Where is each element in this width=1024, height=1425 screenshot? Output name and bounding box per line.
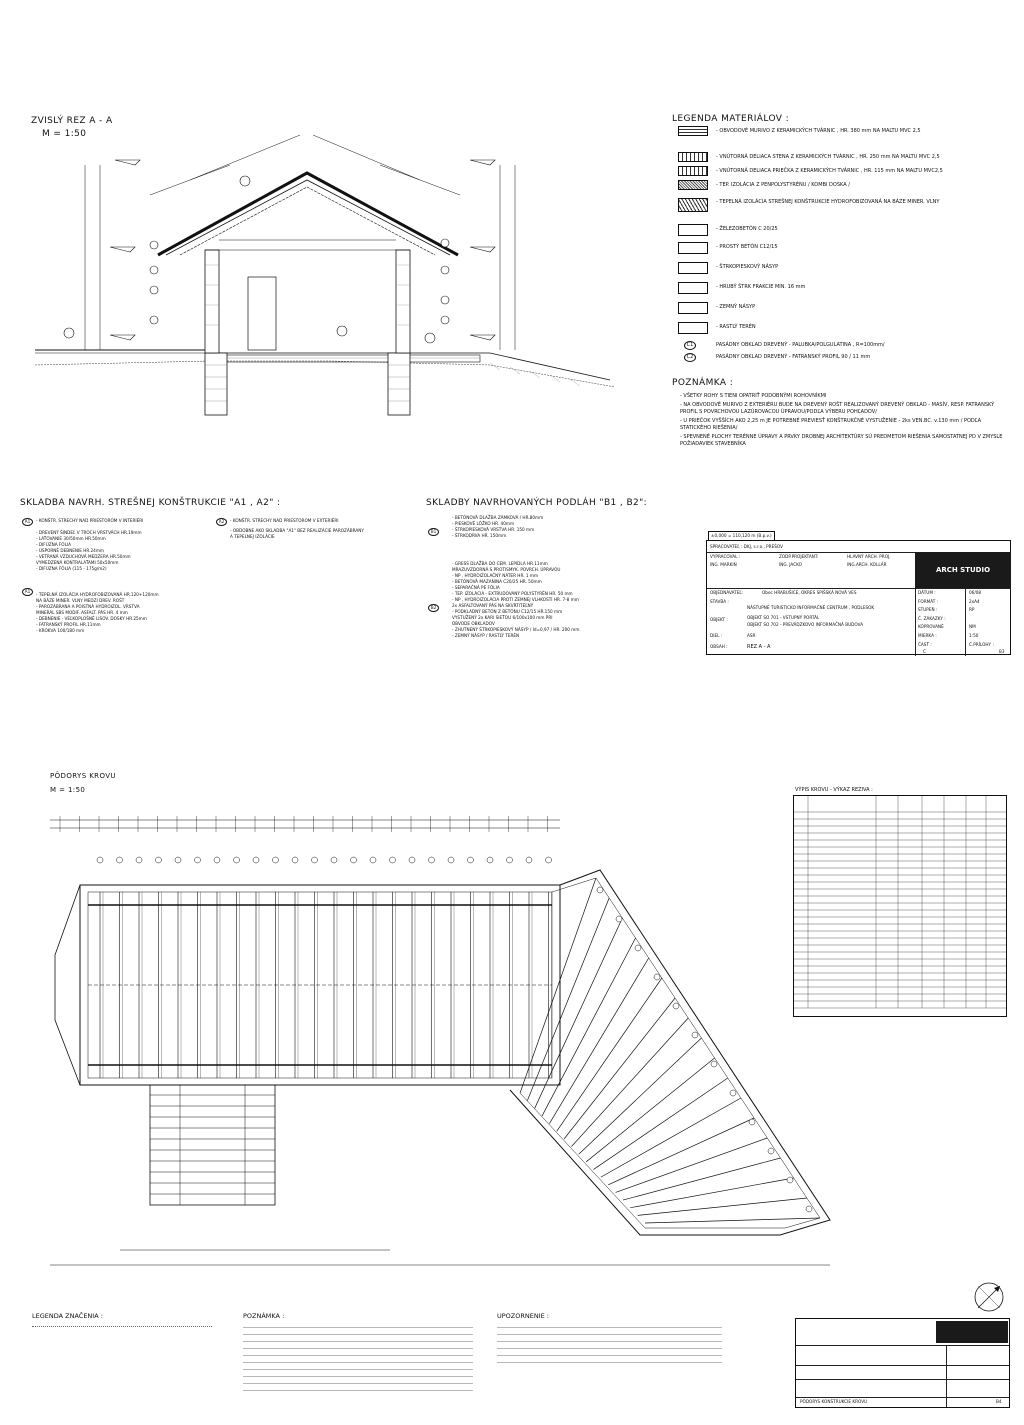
floor-b1-item: - BETÓNOVÁ DLAŽBA ZÁMKOVÁ / HR.80mm <box>452 515 544 520</box>
note-title: POZNÁMKA : <box>672 378 734 388</box>
roof-a2-item: A TEPELNEJ IZOLÁCIE <box>230 534 275 539</box>
roof-a1-item: - DIFÚZNA FÓLIA <box>36 542 72 547</box>
tb-cislo-label: Č. ZÁKAZKY : <box>918 616 946 621</box>
profile-c1-badge: C1 <box>684 341 696 350</box>
floor-b2-item: 2x ASFALTOVANÝ PÁS NA SKVRTITEĽNÝ <box>452 603 534 608</box>
tb-kontrola-label: KÓPROVANÉ <box>918 624 944 629</box>
tb-mierka: 1:50 <box>969 633 979 638</box>
floor-b2-item: - SEPARAČNÁ PE FÓLIA <box>452 585 500 590</box>
legend-materials-list <box>678 126 1008 366</box>
tb-resp-label: ZODP.PROJEKTANT: <box>779 554 819 559</box>
legend-item-9: - HRUBÝ ŠTRK FRAKCIE MIN. 16 mm <box>716 284 806 290</box>
tb-objekt-label: OBJEKT : <box>710 617 728 622</box>
north-arrow-icon <box>972 1280 1006 1314</box>
tb-bottom-priloha: B4 <box>996 1399 1002 1404</box>
title-block-bottom <box>795 1318 1010 1408</box>
roof-a2-item: - KONŠTR. STRECHY NAD PRIESTOROM V EXTERIÉRI <box>230 518 339 523</box>
profile-c2-text: PASÁDNY OBKLAD DREVENÝ - FATRANSKÝ PROFIL 90 / 11 mm <box>716 354 871 360</box>
tb-objekt2: OBJEKT SO 702 - PREVÁDZKOVO INFORMAČNÁ BUDOVA <box>747 622 864 627</box>
roof-a2-item: - OBDOBNE AKO SKLADBA "A1" BEZ REALIZÁCIE PAROZÁBRANY <box>230 528 364 533</box>
note-item-1: - VŠETKY ROHY S TIENI OPATRIŤ PODOBNÝMI ROHOVNÍKMI <box>680 393 827 399</box>
roof-a1-item: - ÚSPORNÉ DEBNENIE HR.24mm <box>36 548 104 553</box>
section-scale: M = 1:50 <box>42 129 87 139</box>
roof-a1-item: - DREVENÝ ŠINDEĽ V TROCH VRSTVÁCH HR.19mm <box>36 530 142 535</box>
floor-b2-badge: B2 <box>428 604 439 612</box>
legend-item-2: - VNÚTORNÁ DELIACA STENA Z KERAMICKÝCH TVÁRNIC , HR. 250 mm NA MALTU MVC 2,5 <box>716 154 940 160</box>
roof-a1-item: - LAŤOVANIE 30/50mm HR.50mm <box>36 536 106 541</box>
tb-stavba: NÁSTUPNÉ TURISTICKO INFORMAČNÉ CENTRUM , PODLESOK <box>747 605 875 610</box>
roof-a1b-list <box>36 592 159 634</box>
roof-a1b-badge: A1 <box>22 588 33 596</box>
title-block-top <box>706 540 1011 655</box>
legend-item-6: - ŽELEZOBETÓN C 20/25 <box>716 226 778 232</box>
tb-date: 06/08 <box>969 590 982 595</box>
tb-designed-by: ING. MARKIN <box>710 562 737 567</box>
tb-kontrola: NM <box>969 624 976 629</box>
legend-swatch-6 <box>678 224 708 236</box>
legend-swatch-8 <box>678 262 708 274</box>
studio-logo: ARCH STUDIO <box>915 552 1011 588</box>
roof-a1-item: - DIFÚZNA FÓLIA (115 - 175g/m2) <box>36 566 107 571</box>
roof-a2-list <box>230 518 364 540</box>
tb-stage-label: STUPEŇ : <box>918 607 938 612</box>
bottom-note-text <box>243 1323 473 1393</box>
floor-b2-item: MRAZUVZDORNÁ S PROTISMYK. POVRCH. ÚPRAVOU <box>452 567 561 572</box>
note-item-3: - U PRIEČOK VYŠŠÍCH AKO 2,25 m JE POTREBNÉ PREVIESŤ KONŠTRUKČNÉ VYSTUŽENIE - 2ks VEN.BC. v.130 mm / PODĽA STATICKÉHO RIEŠENIA/ <box>680 418 982 431</box>
floor-b2-item: - PODKLADNÝ BETÓN Z BETÓNU C12/15 HR.150 mm <box>452 609 563 614</box>
tb-date-label: DÁTUM : <box>918 590 936 595</box>
legend-item-10: - ZEMNÝ NÁSYP <box>716 304 756 310</box>
tb-objekt1: OBJEKT SO 701 - VSTUPNÝ PORTÁL <box>747 615 820 620</box>
tb-designed-label: VYPRACOVAL : <box>710 554 741 559</box>
tb-cast: C <box>923 649 926 654</box>
tb-chief-label: HLAVNÝ ARCH. PROJ. <box>847 554 891 559</box>
note-item-4: - SPEVNENÉ PLOCHY TERÉNNE ÚPRAVY A PRVKY DROBNEJ ARCHITEKTÚRY SÚ PREDMETOM RIEŠENIA SAMOSTATNEJ PD V ZMYSLE POŽIADAVIEK STAVEBNÍKA <box>680 434 1003 447</box>
legend-item-5: - TEPELNÁ IZOLÁCIA STREŠNEJ KONŠTRUKCIE HYDROFOBIZOVANÁ NA BÁZE MINER. VLNY <box>716 199 940 205</box>
tb-diel: ASR <box>747 633 756 638</box>
legend-item-3: - VNÚTORNÁ DELIACA PRIEČKA Z KERAMICKÝCH TVÁRNIC , HR. 115 mm NA MALTU MVC2,5 <box>716 168 943 174</box>
tb-stavba-label: STAVBA : <box>710 599 729 604</box>
tb-obsah: REZ A - A <box>747 644 771 650</box>
legend-item-8: - ŠTRKOPIESKOVÝ NÁSYP <box>716 264 779 270</box>
roof-a1b-item: - KROKVA 100/180 mm <box>36 628 85 633</box>
floor-b1-item: - ŠTRKODRVA HR. 150mm <box>452 533 507 538</box>
tb-stage: RP <box>969 607 975 612</box>
roof-a1b-item: - TEPELNÁ IZOLÁCIA HYDROFOBIZOVANÁ HR.120+120mm <box>36 592 159 597</box>
tb-priloha: B3 <box>999 649 1005 654</box>
bottom-warning-text <box>497 1323 722 1363</box>
roof-a1b-item: - PAROZÁBRANA A POISTNÁ HYDROIZOL. VRSTVA <box>36 604 140 609</box>
tb-processor: SPRACOVATEĽ : DKJ, s.r.o., PREŠOV <box>710 544 783 549</box>
roof-a1-badge: A1 <box>22 518 33 526</box>
tb-priloha-label: Č.PRÍLOHY : <box>969 642 994 647</box>
floor-b1-item: - PIESKOVÉ LÔŽKO HR. 40mm <box>452 521 515 526</box>
floor-b2-item: VYSTUŽENÝ 2x KARI SIEŤOU 6/100x100 mm PRI <box>452 615 553 620</box>
roof-plan-drawing <box>40 810 840 1280</box>
tb-diel-label: DIEL : <box>710 633 723 638</box>
note-list <box>680 393 1010 448</box>
plan-scale: M = 1:50 <box>50 786 86 794</box>
legend-swatch-10 <box>678 302 708 314</box>
roof-a1-item: - VETRANÁ VZDUCHOVÁ MEDZERA HR.50mm <box>36 554 131 559</box>
legend-swatch-2 <box>678 152 708 162</box>
roof-layers-title: SKLADBA NAVRH. STREŠNEJ KONŠTRUKCIE "A1 , A2" : <box>20 498 281 508</box>
roof-a1-item: - KONŠTR. STRECHY NAD PRIESTOROM V INTERIÉRI <box>36 518 144 523</box>
height-reference: ±0,000 = 110,120 m (B.p.v.) <box>708 531 775 541</box>
legend-materials-title: LEGENDA MATERIÁLOV : <box>672 114 790 124</box>
tb-cast-label: ČASŤ : <box>918 642 932 647</box>
legend-item-7: - PROSTÝ BETÓN C12/15 <box>716 244 778 250</box>
legend-item-11: - RASTLÝ TERÉN <box>716 324 756 330</box>
tb-mierka-label: MIERKA : <box>918 633 937 638</box>
plan-title: PÔDORYS KROVU <box>50 772 116 780</box>
profile-c2-badge: C2 <box>684 353 696 362</box>
floor-b2-item: - ZHUTNENÝ ŠTRKOPIESKOVÝ NÁSYP / Id=0,97 / HR. 200 mm <box>452 627 580 632</box>
floor-b1-list <box>452 515 543 539</box>
legend-swatch-9 <box>678 282 708 294</box>
tb-format: 2xA4 <box>969 599 980 604</box>
floor-b1-item: - ŠTRKOPIESKOVÁ VRSTVA HR. 150 mm <box>452 527 535 532</box>
tb-bottom-obsah: PÔDORYS KONŠTRUKCIE KROVU <box>800 1399 868 1404</box>
roof-a2-badge: A2 <box>216 518 227 526</box>
floor-b1-badge: B1 <box>428 528 439 536</box>
note-item-2: - NA OBVODOVÉ MURIVO Z EXTERIÉRU BUDE NA DREVENÝ ROŠT REALIZOVANÝ DREVENÝ OBKLAD - MASÍV, RESP. FATRANSKÝ PROFIL S POVRCHOVOU LAZÚROVACOU ÚPRAVOU/PODĽA VÝBERU POHĽADOV/ <box>680 402 995 415</box>
section-title: ZVISLÝ REZ A - A <box>31 116 113 126</box>
floor-b2-item: - TEP. IZOLÁCIA - EXTRUDOVANÝ POLYSTYRÉN HR. 50 mm <box>452 591 573 596</box>
legend-swatch-4 <box>678 180 708 190</box>
profile-c1-text: PASÁDNY OBKLAD DREVENÝ - PALUBKA/POLGULATINA , R=100mm/ <box>716 342 885 348</box>
floor-b2-item: - GRESS DLAŽBA DO CEM. LEPIDLA HR.11mm <box>452 561 548 566</box>
legend-swatch-5 <box>678 198 708 212</box>
roof-a1b-item: - DEBNENIE - VEĽKOPLOŠNÉ LISOV. DOSKY HR.25mm <box>36 616 147 621</box>
truss-table <box>793 795 1007 1017</box>
bottom-legend-title: LEGENDA ZNAČENIA : <box>32 1312 103 1320</box>
legend-swatch-1 <box>678 126 708 136</box>
roof-a1b-item: NA BÁZE MINER. VLNY MEDZI DREV. ROŠT <box>36 598 125 603</box>
roof-a1-list <box>36 518 143 572</box>
tb-client: Obec HRABUŠICE, OKRES SPIŠSKÁ NOVÁ VES <box>762 590 857 595</box>
legend-item-4: - TEP. IZOLÁCIA Z PENPOLYSTYRÉNU / KOMBI DOSKA / <box>716 182 850 188</box>
floor-b2-item: - BETÓNOVÁ MAZANINA C20/25 HR. 50mm <box>452 579 542 584</box>
bottom-warning-title: UPOZORNENIE : <box>497 1312 549 1320</box>
legend-swatch-7 <box>678 242 708 254</box>
roof-a1b-item: - FATRANSKÝ PROFIL HR.11mm <box>36 622 101 627</box>
tb-resp-by: ING. JACKO <box>779 562 802 567</box>
floor-b2-item: - NP , HYDROIZOLAČNÝ NÁTER HR. 1 mm <box>452 573 539 578</box>
bottom-legend-line <box>32 1326 212 1331</box>
tb-format-label: FORMÁT : <box>918 599 939 604</box>
floor-b2-item: - ZEMNÝ NÁSYP / RASTLÝ TERÉN <box>452 633 520 638</box>
roof-a1b-item: MINERÁL SBS MODIF. ASFALT. PÁS HR. 4 mm <box>36 610 128 615</box>
studio-logo-bottom <box>936 1321 1008 1343</box>
roof-a1-item: VYMEDZENÁ KONTRALAŤAMI 50x50mm <box>36 560 119 565</box>
tb-chief-by: ING.ARCH. KOLLÁR <box>847 562 887 567</box>
legend-swatch-3 <box>678 166 708 176</box>
floor-b2-item: OBVODE OBKLADOV <box>452 621 495 626</box>
legend-swatch-11 <box>678 322 708 334</box>
floor-b2-item: - NP , HYDROIZOLÁCIA PROTI ZEMNEJ VLHKOSTI HR. 7-8 mm <box>452 597 579 602</box>
tb-obsah-label: OBSAH : <box>710 644 728 649</box>
floor-b2-list <box>452 561 579 639</box>
section-drawing <box>30 125 630 425</box>
truss-table-title: VÝPIS KROVU - VÝKAZ REZIVA : <box>795 787 873 793</box>
legend-item-1: - OBVODOVÉ MURIVO Z KERAMICKÝCH TVÁRNIC , HR. 380 mm NA MALTU MVC 2,5 <box>716 128 921 134</box>
bottom-note-title: POZNÁMKA : <box>243 1312 285 1320</box>
tb-client-label: OBJEDNÁVATEĽ: <box>710 590 744 595</box>
floor-layers-title: SKLADBY NAVRHOVANÝCH PODLÁH "B1 , B2": <box>426 498 648 508</box>
